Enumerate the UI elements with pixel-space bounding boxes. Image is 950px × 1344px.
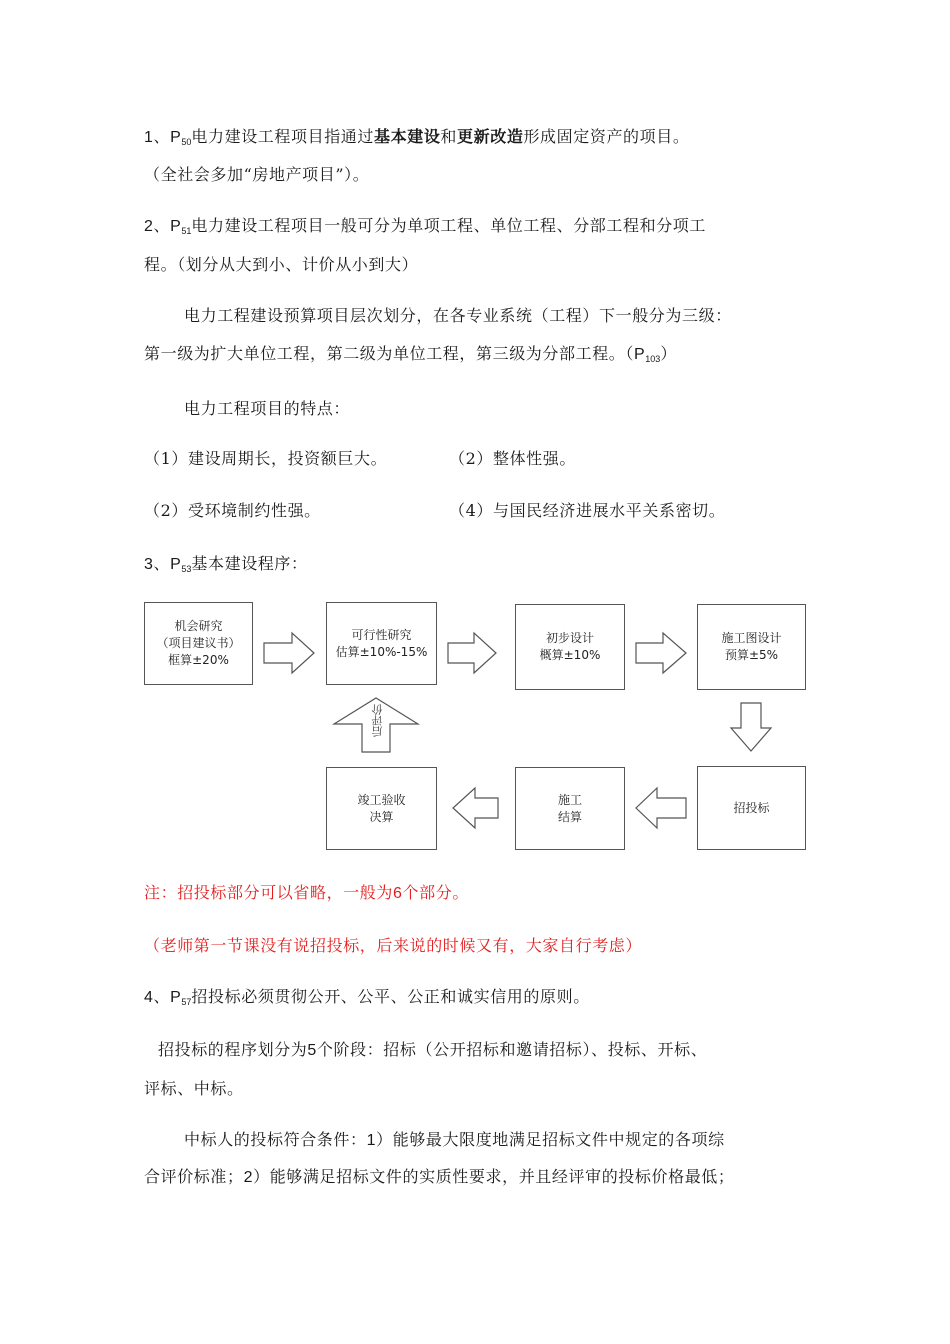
node-label: 施工图设计 — [721, 631, 782, 645]
number: 6 — [393, 885, 403, 902]
feature-item: （1）建设周期长，投资额巨大。 — [144, 449, 388, 468]
para-7-line-1 — [158, 1039, 707, 1062]
text: ）能够满足招标文件的实质性要求，并且经评审的投标价格最低； — [253, 1167, 735, 1186]
para-3-line-2 — [144, 343, 677, 370]
page-ref-number: 53 — [181, 564, 192, 574]
note-1 — [144, 882, 469, 905]
feature-item: （4）与国民经济进展水平关系密切。 — [449, 501, 726, 520]
arrow-right-icon — [636, 633, 686, 673]
node-label: 初步设计 — [545, 631, 594, 645]
node-label: （项目建议书） — [156, 636, 241, 650]
flow-node-preliminary-design — [515, 604, 625, 690]
text: 个部分。 — [402, 883, 469, 902]
node-label: 估算±10%-15% — [335, 644, 428, 659]
text: 个阶段：招标（公开招标和邀请招标）、投标、开标、 — [316, 1040, 708, 1059]
text: 和 — [440, 127, 458, 146]
page-ref-number: 51 — [181, 226, 192, 236]
para-5-line-1 — [144, 553, 308, 580]
bold-term: 更新改造 — [457, 127, 524, 146]
note-2: （老师第一节课没有说招投标，后来说的时候又有，大家自行考虑） — [144, 936, 643, 955]
page-ref-number: 103 — [645, 354, 661, 364]
item-number: 1、 — [144, 129, 171, 146]
arrow-left-icon — [636, 788, 686, 828]
arrow-right-icon — [448, 633, 496, 673]
para-7-line-2: 评标、中标。 — [144, 1079, 244, 1098]
flow-node-opportunity-study — [144, 602, 253, 685]
feature-item: （2）整体性强。 — [449, 449, 576, 468]
page-ref: P — [170, 129, 182, 146]
page-ref-number: 50 — [181, 137, 192, 147]
node-label: 决算 — [369, 809, 394, 824]
text: 招投标必须贯彻公开、公平、公正和诚实信用的原则。 — [191, 987, 590, 1006]
text: 招投标的程序划分为 — [158, 1040, 308, 1059]
arrow-down-icon — [731, 703, 771, 751]
page-ref: P — [170, 556, 182, 573]
post-evaluation-label: 后评价 — [371, 704, 384, 737]
features-row-1 — [144, 448, 804, 470]
page-ref: P — [170, 218, 182, 235]
item-number: 3、 — [144, 556, 171, 573]
text: ） — [660, 344, 677, 363]
features-row-2 — [144, 500, 804, 522]
node-label: 框算±20% — [168, 653, 229, 667]
text: 注：招投标部分可以省略，一般为 — [144, 883, 394, 902]
flow-node-construction-drawing — [697, 604, 806, 690]
arrow-left-icon — [453, 788, 498, 828]
node-label: 结算 — [557, 809, 582, 824]
node-label: 预算±5% — [724, 648, 779, 662]
flow-node-bidding — [697, 766, 806, 850]
para-1-line-1 — [144, 126, 689, 153]
para-2-line-2: 程。（划分从大到小、计价从小到大） — [144, 255, 419, 274]
flow-node-completion-acceptance — [326, 767, 437, 850]
text: ）能够最大限度地满足招标文件中规定的各项综 — [376, 1130, 725, 1149]
text: 合评价标准； — [144, 1167, 244, 1186]
node-label: 概算±10% — [539, 648, 601, 662]
para-8-line-1 — [184, 1129, 725, 1152]
node-label: 施工 — [557, 792, 582, 807]
text: 电力建设工程项目指通过 — [191, 127, 375, 146]
page-ref-number: 57 — [181, 997, 192, 1007]
para-2-line-1 — [144, 215, 706, 242]
text: 中标人的投标符合条件： — [184, 1130, 367, 1149]
flow-node-feasibility-study — [326, 602, 437, 685]
para-6-line-1 — [144, 986, 590, 1013]
text: 第一级为扩大单位工程，第二级为单位工程，第三级为分部工程。（ — [144, 344, 635, 363]
number: 5 — [307, 1042, 317, 1059]
page-ref: P — [170, 989, 182, 1006]
flow-node-construction — [515, 767, 625, 850]
number: 2 — [243, 1169, 254, 1186]
features-title: 电力工程项目的特点： — [184, 399, 351, 418]
bold-term: 基本建设 — [374, 127, 441, 146]
text: 基本建设程序： — [191, 554, 308, 573]
construction-procedure-diagram — [142, 600, 812, 855]
node-label: 可行性研究 — [351, 627, 412, 642]
node-label: 机会研究 — [174, 619, 223, 633]
item-number: 2、 — [144, 218, 171, 235]
node-label: 竣工验收 — [357, 792, 406, 807]
node-label: 招投标 — [733, 800, 770, 815]
item-number: 4、 — [144, 989, 171, 1006]
arrow-right-icon — [264, 633, 314, 673]
text: 形成固定资产的项目。 — [523, 127, 690, 146]
para-8-line-2 — [144, 1166, 735, 1189]
text: 电力建设工程项目一般可分为单项工程、单位工程、分部工程和分项工 — [191, 216, 707, 235]
page-ref: P — [634, 346, 646, 363]
number: 1 — [366, 1132, 377, 1149]
para-1-line-2: （全社会多加“房地产项目”）。 — [144, 165, 370, 184]
feature-item: （2）受环境制约性强。 — [144, 501, 321, 520]
para-3-line-1: 电力工程建设预算项目层次划分，在各专业系统（工程）下一般分为三级： — [184, 306, 732, 325]
